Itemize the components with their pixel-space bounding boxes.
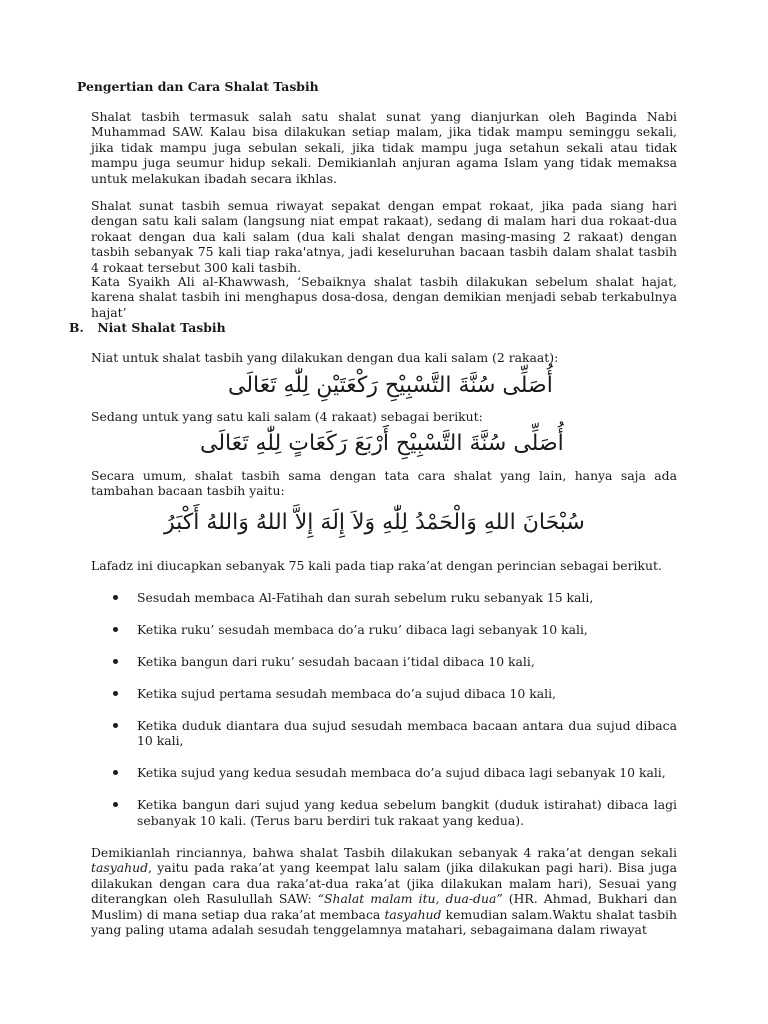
- niat-two-salam-intro: Niat untuk shalat tasbih yang dilakukan dengan dua kali salam (2 rakaat):: [91, 350, 559, 365]
- page-title: Pengertian dan Cara Shalat Tasbih: [77, 79, 319, 94]
- list-item: Sesudah membaca Al-Fatihah dan surah sebelum ruku sebanyak 15 kali,: [91, 590, 677, 605]
- list-item: Ketika ruku’ sesudah membaca do’a ruku’ dibaca lagi sebanyak 10 kali,: [91, 622, 677, 637]
- bullet-icon: [113, 802, 118, 807]
- bullet-icon: [113, 770, 118, 775]
- bullet-icon: [113, 595, 118, 600]
- niat-one-salam-intro: Sedang untuk yang satu kali salam (4 rakaat) sebagai berikut:: [91, 409, 483, 424]
- bullet-icon: [113, 691, 118, 696]
- section-label: B.: [69, 320, 84, 335]
- list-item: Ketika bangun dari ruku’ sesudah bacaan i’tidal dibaca 10 kali,: [91, 654, 677, 669]
- paragraph-1: Shalat tasbih termasuk salah satu shalat sunat yang dianjurkan oleh Baginda Nabi Muhammad SAW. Kalau bisa dilakukan setiap malam, jika tidak mampu seminggu sekali, jika tidak mampu juga sebulan sekali, jika tidak mampu juga setahun sekali atau tidak mampu juga seumur hidup sekali. Demikianlah anjuran agama Islam yang tidak memaksa untuk melakukan ibadah secara ikhlas.: [91, 109, 677, 186]
- bullet-icon: [113, 723, 118, 728]
- tasbih-bullet-list: [91, 590, 677, 845]
- bullet-icon: [113, 627, 118, 632]
- list-item: Ketika duduk diantara dua sujud sesudah membaca bacaan antara dua sujud dibaca 10 kali,: [91, 718, 677, 749]
- paragraph-2: Shalat sunat tasbih semua riwayat sepakat dengan empat rokaat, jika pada siang hari dengan satu kali salam (langsung niat empat rakaat), sedang di malam hari dua rokaat-dua rokaat dengan dua kali salam (dua kali shalat dengan masing-masing 2 rakaat) dengan tasbih sebanyak 75 kali tiap raka'atnya, jadi keseluruhan bacaan tasbih dalam shalat tasbih 4 rokaat tersebut 300 kali tasbih.: [91, 198, 677, 275]
- section-title: Niat Shalat Tasbih: [97, 320, 226, 335]
- arabic-niat-four-rakaat: أُصَلِّى سُنَّةَ التَّسْبِيْحِ أَرْبَعَ رَكَعَاتٍ لِلّٰهِ تَعَالَى: [200, 431, 564, 456]
- arabic-tasbih: سُبْحَانَ اللهِ وَالْحَمْدُ لِلّٰهِ وَلاَ إِلَهَ إِلاَّ اللهُ وَاللهُ أَكْبَرُ: [164, 510, 585, 535]
- arabic-niat-two-rakaat: أُصَلِّى سُنَّةَ التَّسْبِيْحِ رَكْعَتَيْنِ لِلّٰهِ تَعَالَى: [228, 373, 553, 398]
- bullet-icon: [113, 659, 118, 664]
- list-item: Ketika sujud yang kedua sesudah membaca do’a sujud dibaca lagi sebanyak 10 kali,: [91, 765, 677, 780]
- list-item: Ketika sujud pertama sesudah membaca do’a sujud dibaca 10 kali,: [91, 686, 677, 701]
- tasbih-intro: Secara umum, shalat tasbih sama dengan tata cara shalat yang lain, hanya saja ada tambahan bacaan tasbih yaitu:: [91, 468, 677, 499]
- section-b-heading: [69, 320, 226, 335]
- closing-paragraph: Demikianlah rinciannya, bahwa shalat Tasbih dilakukan sebanyak 4 raka’at dengan sekali tasyahud, yaitu pada raka’at yang keempat lalu salam (jika dilakukan pagi hari). Bisa juga dilakukan dengan cara dua raka’at-dua raka’at (jika dilakukan malam hari), Sesuai yang diterangkan oleh Rasulullah SAW: “Shalat malam itu, dua-dua” (HR. Ahmad, Bukhari dan Muslim) di mana setiap dua raka’at membaca tasyahud kemudian salam.Waktu shalat tasbih yang paling utama adalah sesudah tenggelamnya matahari, sebagaimana dalam riwayat: [91, 845, 677, 938]
- paragraph-3: Kata Syaikh Ali al-Khawwash, ‘Sebaiknya shalat tasbih dilakukan sebelum shalat hajat, karena shalat tasbih ini menghapus dosa-dosa, dengan demikian menjadi sebab terkabulnya hajat’: [91, 274, 677, 320]
- lafadz-text: Lafadz ini diucapkan sebanyak 75 kali pada tiap raka’at dengan perincian sebagai berikut.: [91, 558, 662, 573]
- list-item: Ketika bangun dari sujud yang kedua sebelum bangkit (duduk istirahat) dibaca lagi sebanyak 10 kali. (Terus baru berdiri tuk rakaat yang kedua).: [91, 797, 677, 828]
